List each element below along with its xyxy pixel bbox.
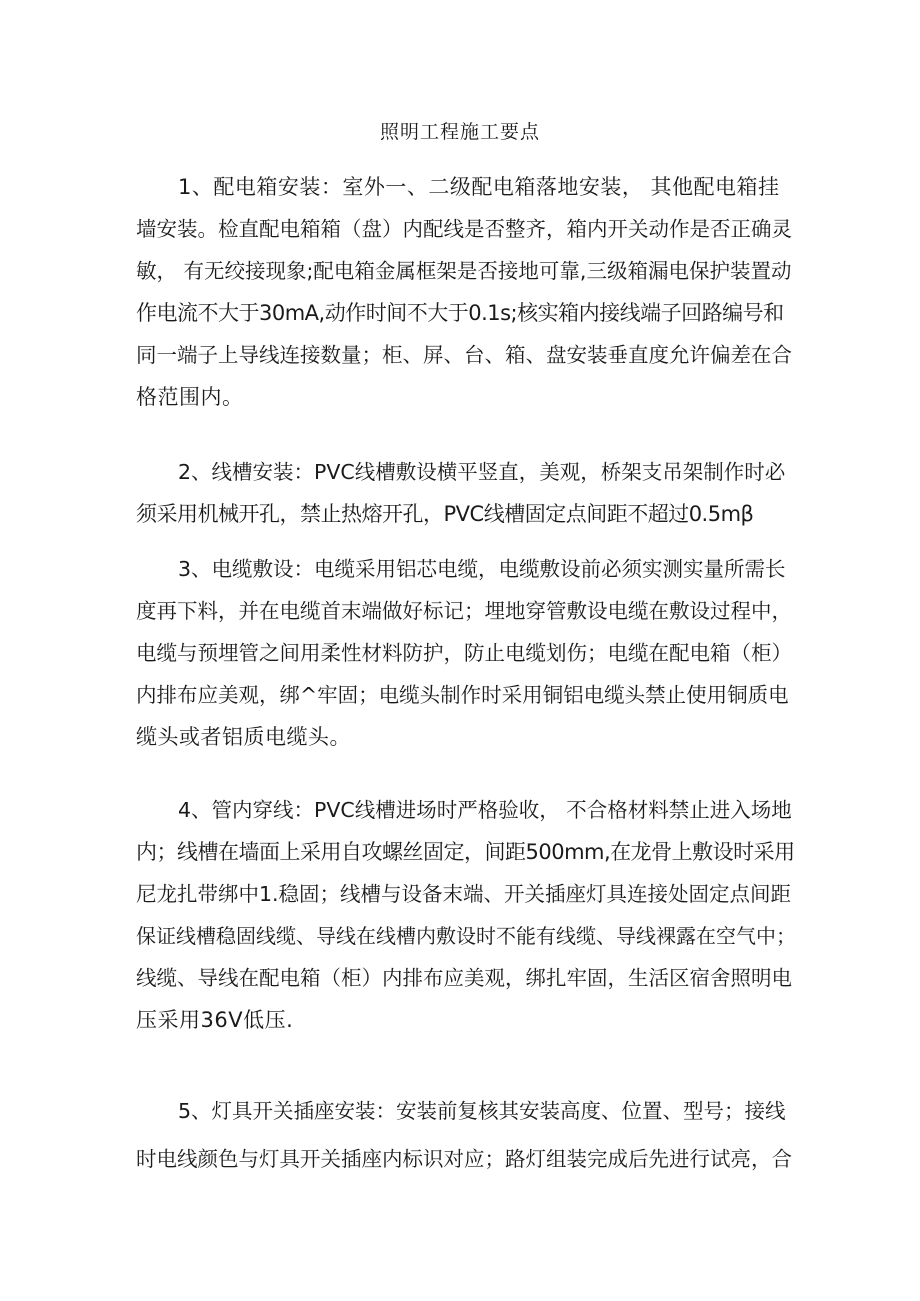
document-title: 照明工程施工要点 bbox=[379, 121, 540, 143]
text-line: 线缆、导线在配电箱（柜）内排布应美观，绑扎牢固，生活区宿舍照明电 bbox=[136, 966, 792, 990]
text-line: 作电流不大于30mA,动作时间不大于0.1s;核实箱内接线端子回路编号和 bbox=[136, 301, 784, 325]
section-2-cable-trough bbox=[136, 451, 796, 535]
text-line: 内排布应美观，绑^牢固；电缆头制作时采用铜铝电缆头禁止使用铜质电 bbox=[136, 683, 789, 707]
text-line: 缆头或者铝质电缆头。 bbox=[136, 725, 351, 749]
text-line: 电缆与预埋管之间用柔性材料防护，防止电缆划伤；电缆在配电箱（柜） bbox=[136, 641, 792, 665]
text-line: 时电线颜色与灯具开关插座内标识对应；路灯组装完成后先进行试亮，合 bbox=[136, 1147, 792, 1171]
text-line: 5、灯具开关插座安装：安装前复核其安装高度、位置、型号；接线 bbox=[178, 1099, 786, 1123]
section-1-distribution-box bbox=[136, 166, 796, 418]
text-line: 3、电缆敷设：电缆采用铝芯电缆，电缆敷设前必须实测实量所需长 bbox=[178, 557, 786, 581]
text-line: 格范围内。 bbox=[136, 385, 244, 409]
section-5-lamp-switch-socket bbox=[136, 1087, 796, 1183]
text-line: 1、配电箱安装：室外一、二级配电箱落地安装， 其他配电箱挂 bbox=[178, 175, 780, 199]
text-line: 尼龙扎带绑中1.稳固；线槽与设备末端、开关插座灯具连接处固定点间距 bbox=[136, 882, 792, 906]
text-line: 4、管内穿线：PVC线槽进场时严格验收， 不合格材料禁止进入场地 bbox=[178, 798, 792, 822]
text-line: 压采用36V低压. bbox=[136, 1008, 294, 1032]
text-line: 保证线槽稳固线缆、导线在线槽内敷设时不能有线缆、导线裸露在空气中； bbox=[136, 924, 796, 948]
text-line: 内；线槽在墙面上采用自攻螺丝固定，间距500mm,在龙骨上敷设时采用 bbox=[136, 840, 795, 864]
text-line: 同一端子上导线连接数量；柜、屏、台、箱、盘安装垂直度允许偏差在合 bbox=[136, 343, 792, 367]
section-3-cable-laying bbox=[136, 548, 796, 758]
text-line: 须采用机械开孔，禁止热熔开孔，PVC线槽固定点间距不超过0.5mβ bbox=[136, 502, 754, 526]
text-line: 敏， 有无绞接现象;配电箱金属框架是否接地可靠,三级箱漏电保护装置动 bbox=[136, 259, 792, 283]
text-line: 墙安装。检直配电箱箱（盘）内配线是否整齐，箱内开关动作是否正确灵 bbox=[136, 217, 792, 241]
section-4-wire-threading bbox=[136, 789, 796, 1041]
text-line: 2、线槽安装：PVC线槽敷设横平竖直，美观，桥架支吊架制作时必 bbox=[178, 460, 786, 484]
text-line: 度再下料，并在电缆首末端做好标记；埋地穿管敷设电缆在敷设过程中， bbox=[136, 599, 792, 623]
